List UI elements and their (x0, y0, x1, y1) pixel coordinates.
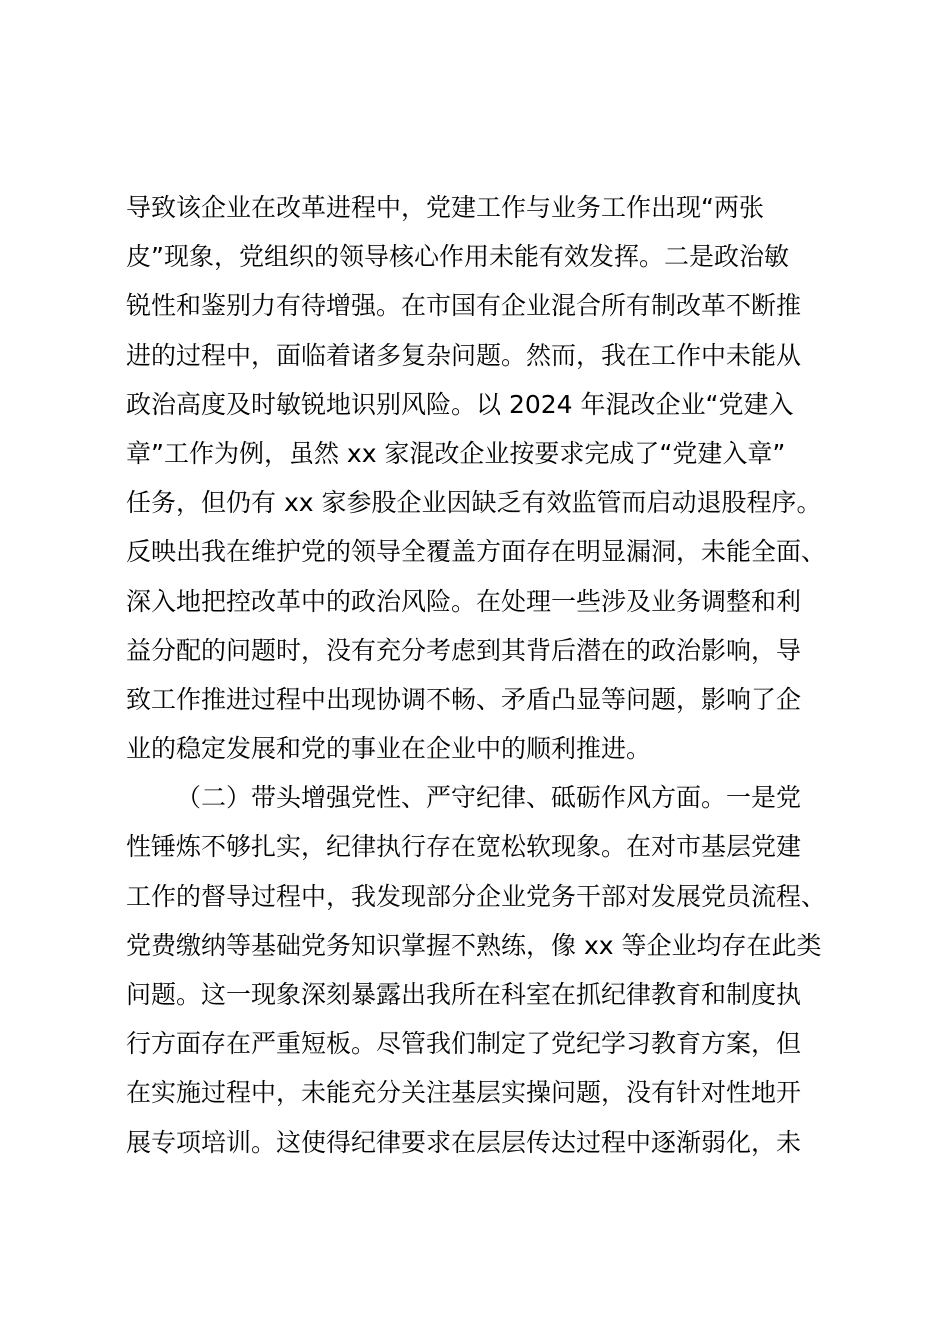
text-line: 深入地把控改革中的政治风险。在处理一些涉及业务调整和利 (126, 586, 802, 616)
text-line: 章”工作为例，虽然 xx 家混改企业按要求完成了“党建入章” (126, 438, 786, 468)
text-line: 政治高度及时敏锐地识别风险。以 2024 年混改企业“党建入 (126, 389, 794, 419)
text-line: 党费缴纳等基础党务知识掌握不熟练，像 xx 等企业均存在此类 (126, 930, 822, 960)
text-line: 展专项培训。这使得纪律要求在层层传达过程中逐渐弱化，未 (126, 1127, 802, 1157)
text-line: 皮”现象，党组织的领导核心作用未能有效发挥。二是政治敏 (126, 242, 789, 272)
text-line: 致工作推进过程中出现协调不畅、矛盾凸显等问题，影响了企 (126, 684, 802, 714)
text-line: 工作的督导过程中，我发现部分企业党务干部对发展党员流程、 (126, 881, 827, 911)
text-line: 业的稳定发展和党的事业在企业中的顺利推进。 (126, 734, 652, 764)
text-line: 进的过程中，面临着诸多复杂问题。然而，我在工作中未能从 (126, 340, 802, 370)
text-line: 任务，但仍有 xx 家参股企业因缺乏有效监管而启动退股程序。 (126, 488, 822, 518)
text-line: 性锤炼不够扎实，纪律执行存在宽松软现象。在对市基层党建 (126, 832, 802, 862)
text-line: 锐性和鉴别力有待增强。在市国有企业混合所有制改革不断推 (126, 291, 802, 321)
text-line: 在实施过程中，未能充分关注基层实操问题，没有针对性地开 (126, 1078, 802, 1108)
text-line: 反映出我在维护党的领导全覆盖方面存在明显漏洞，未能全面、 (126, 537, 827, 567)
text-line: 导致该企业在改革进程中，党建工作与业务工作出现“两张 (126, 193, 764, 222)
text-line: 益分配的问题时，没有充分考虑到其背后潜在的政治影响，导 (126, 635, 802, 665)
text-line: 问题。这一现象深刻暴露出我所在科室在抓纪律教育和制度执 (126, 980, 802, 1009)
paragraph-start-line: （二）带头增强党性、严守纪律、砥砺作风方面。一是党 (176, 783, 802, 813)
body-text (126, 183, 846, 1167)
text-line: 行方面存在严重短板。尽管我们制定了党纪学习教育方案，但 (126, 1029, 802, 1059)
